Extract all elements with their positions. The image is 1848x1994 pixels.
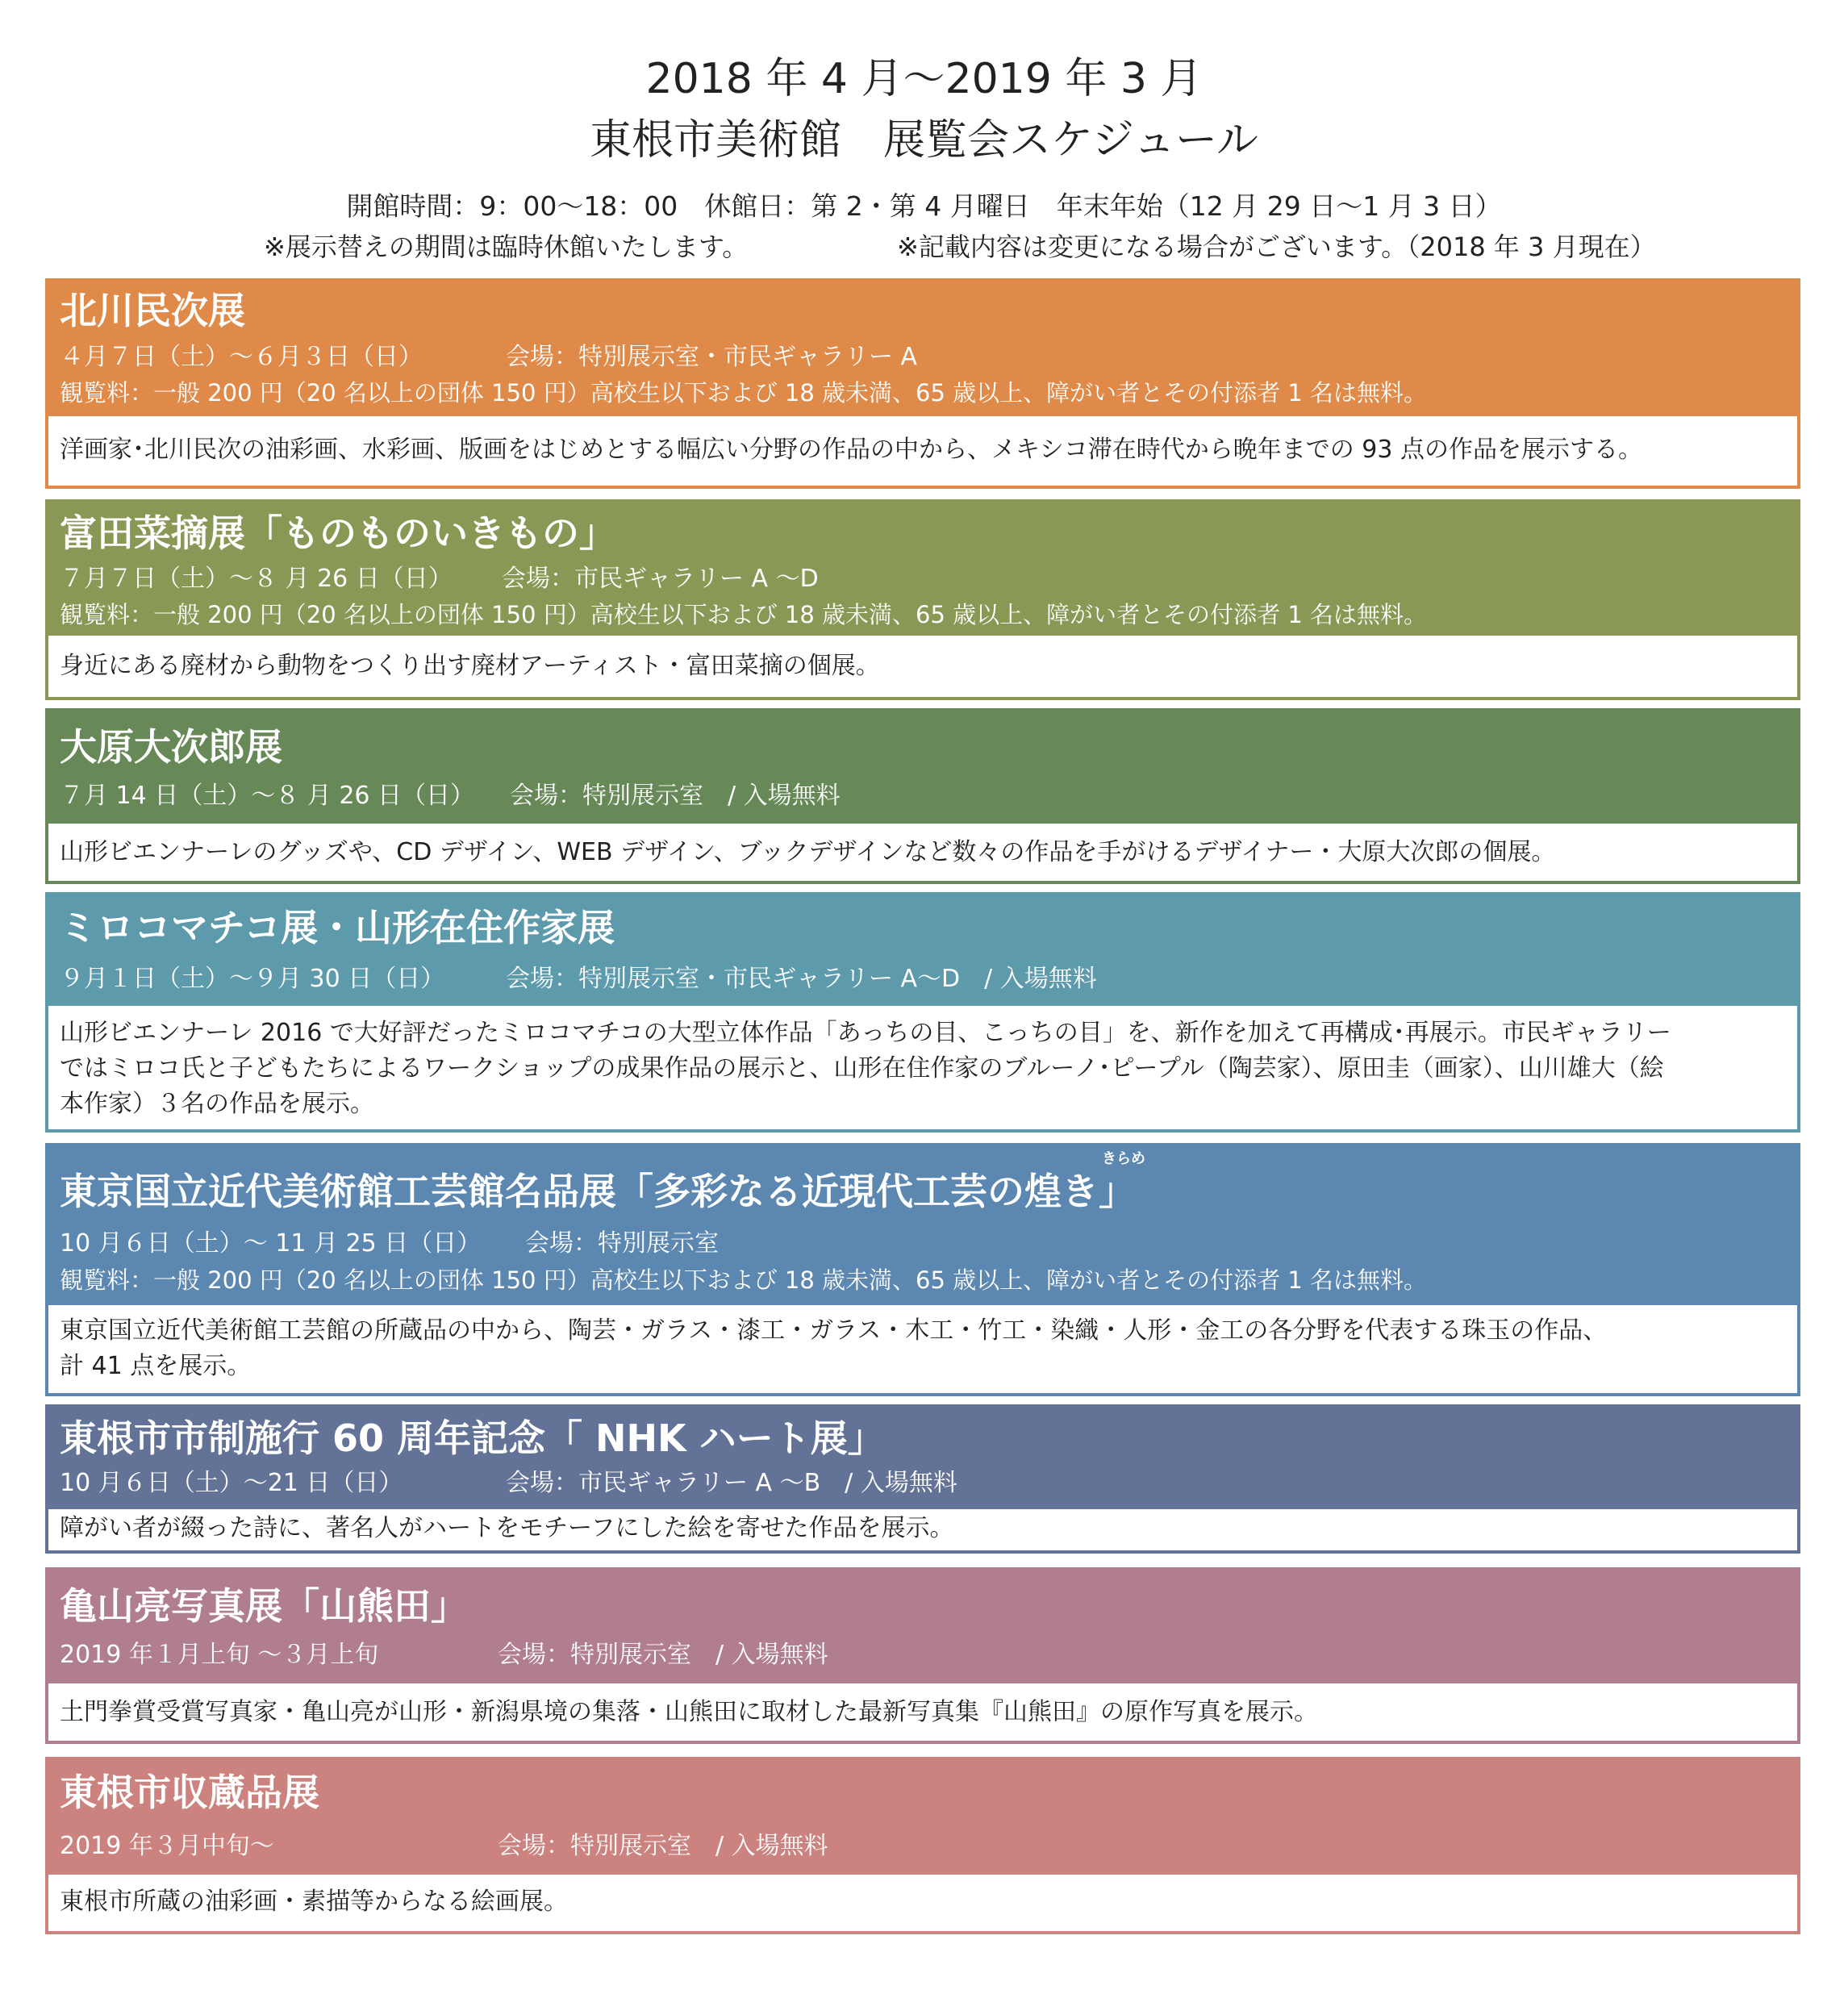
exhibition-title: 大原大次郎展 [60,725,282,769]
exhibition-venue: 会場：特別展示室・市民ギャラリー A [506,343,918,371]
exhibition-venue: 会場：特別展示室 / 入場無料 [498,1641,828,1669]
exhibition-description [48,824,1797,881]
exhibition-dates: ７月７日（土）〜８ 月 26 日（日） [60,565,453,593]
description-line: 山形ビエンナーレ 2016 で大好評だったミロコマチコの大型立体作品「あっちの目、こっちの目」を、新作を加えて再構成･再展示。市民ギャラリー [60,1019,1671,1047]
exhibition-dates: ７月 14 日（土）〜８ 月 26 日（日） [60,782,475,810]
description-line: ではミロコ氏と子どもたちによるワークショップの成果作品の展示と、山形在住作家のブルーノ･ピープル（陶芸家）、原田圭（画家）、山川雄大（絵 [60,1054,1664,1083]
exhibition-description [48,1875,1797,1931]
description-line: 東根市所蔵の油彩画・素描等からなる絵画展。 [60,1888,568,1916]
page-header [0,0,1848,278]
exhibition-header [48,1760,1797,1875]
description-line: 山形ビエンナーレのグッズや、CD デザイン、WEB デザイン、ブックデザインなど数々の作品を手がけるデザイナー・大原大次郎の個展。 [60,838,1556,866]
description-line: 身近にある廃材から動物をつくり出す廃材アーティスト・富田菜摘の個展。 [60,652,880,680]
exhibition-title: 東根市収蔵品展 [60,1771,319,1814]
change-note: ※記載内容は変更になる場合がございます。（2018 年 3 月現在） [897,232,1656,262]
exhibition-venue: 会場：特別展示室・市民ギャラリー A〜D / 入場無料 [506,965,1097,993]
exhibition-dates: ９月１日（土）〜９月 30 日（日） [60,965,445,993]
exhibition-card [45,1404,1800,1554]
exhibition-header [48,282,1797,416]
furigana-ruby: きらめ [1102,1150,1145,1167]
exhibition-card [45,1143,1800,1396]
period-title: 2018 年 4 月〜2019 年 3 月 [645,55,1203,103]
exhibition-card [45,1567,1800,1744]
exhibition-venue: 会場：特別展示室 / 入場無料 [498,1832,828,1860]
exhibition-card [45,278,1800,489]
exhibition-dates: ４月７日（土）〜６月３日（日） [60,343,423,371]
exhibition-description [48,1006,1797,1129]
exhibition-dates: 10 月６日（土）〜21 日（日） [60,1469,403,1497]
page-title: 東根市美術館 展覧会スケジュール [590,116,1258,165]
exhibition-fee: 観覧料：一般 200 円（20 名以上の団体 150 円）高校生以下および 18 歳未満、65 歳以上、障がい者とその付添者 1 名は無料。 [60,601,1428,628]
description-line: 計 41 点を展示。 [60,1352,252,1380]
exhibition-description [48,1509,1797,1550]
exhibition-card [45,892,1800,1133]
exhibition-fee: 観覧料：一般 200 円（20 名以上の団体 150 円）高校生以下および 18 歳未満、65 歳以上、障がい者とその付添者 1 名は無料。 [60,1266,1428,1294]
exhibition-description [48,1683,1797,1741]
exhibition-venue: 会場：特別展示室 [525,1229,719,1258]
exhibition-title: 東根市市制施行 60 周年記念「 NHK ハート展」 [60,1416,885,1460]
exhibition-description [48,1305,1797,1393]
exhibition-dates: 2019 年３月中旬〜 [60,1832,274,1860]
description-line: 障がい者が綴った詩に、著名人がハートをモチーフにした絵を寄せた作品を展示。 [60,1514,954,1542]
closure-note: ※展示替えの期間は臨時休館いたします。 [264,232,749,262]
opening-hours: 開館時間：9：00〜18：00 休館日：第 2・第 4 月曜日 年末年始（12 月 29 日〜1 月 3 日） [346,190,1502,222]
exhibition-header [48,1571,1797,1683]
exhibition-description [48,416,1797,486]
exhibition-card [45,1757,1800,1934]
exhibition-title: 富田菜摘展「ものものいきもの」 [60,511,616,555]
exhibition-header [48,895,1797,1006]
exhibition-title: ミロコマチコ展・山形在住作家展 [60,906,615,949]
description-line: 東京国立近代美術館工芸館の所蔵品の中から、陶芸・ガラス・漆工・ガラス・木工・竹工・染織・人形・金工の各分野を代表する珠玉の作品、 [60,1316,1608,1345]
description-line: 本作家）３名の作品を展示。 [60,1090,374,1118]
exhibition-dates: 2019 年１月上旬 〜３月上旬 [60,1641,379,1669]
description-line: 洋画家･北川民次の油彩画、水彩画、版画をはじめとする幅広い分野の作品の中から、メキシコ滞在時代から晩年までの 93 点の作品を展示する。 [60,436,1642,464]
description-line: 土門拳賞受賞写真家・亀山亮が山形・新潟県境の集落・山熊田に取材した最新写真集『山熊田』の原作写真を展示。 [60,1698,1318,1726]
exhibition-header [48,503,1797,636]
exhibition-title: 亀山亮写真展「山熊田」 [60,1584,468,1628]
exhibition-title: 東京国立近代美術館工芸館名品展「多彩なる近現代工芸の煌き」 [60,1170,1136,1213]
exhibition-venue: 会場：市民ギャラリー A 〜D [502,565,819,593]
exhibition-title: 北川民次展 [60,289,245,332]
exhibition-venue: 会場：特別展示室 / 入場無料 [510,782,841,810]
exhibition-header [48,1146,1797,1305]
exhibition-header [48,711,1797,824]
exhibition-card [45,499,1800,700]
exhibition-header [48,1408,1797,1509]
exhibition-card [45,708,1800,884]
exhibition-venue: 会場：市民ギャラリー A 〜B / 入場無料 [506,1469,957,1497]
exhibition-description [48,636,1797,697]
exhibition-dates: 10 月６日（土）〜 11 月 25 日（日） [60,1229,482,1258]
exhibition-fee: 観覧料：一般 200 円（20 名以上の団体 150 円）高校生以下および 18 歳未満、65 歳以上、障がい者とその付添者 1 名は無料。 [60,379,1428,407]
